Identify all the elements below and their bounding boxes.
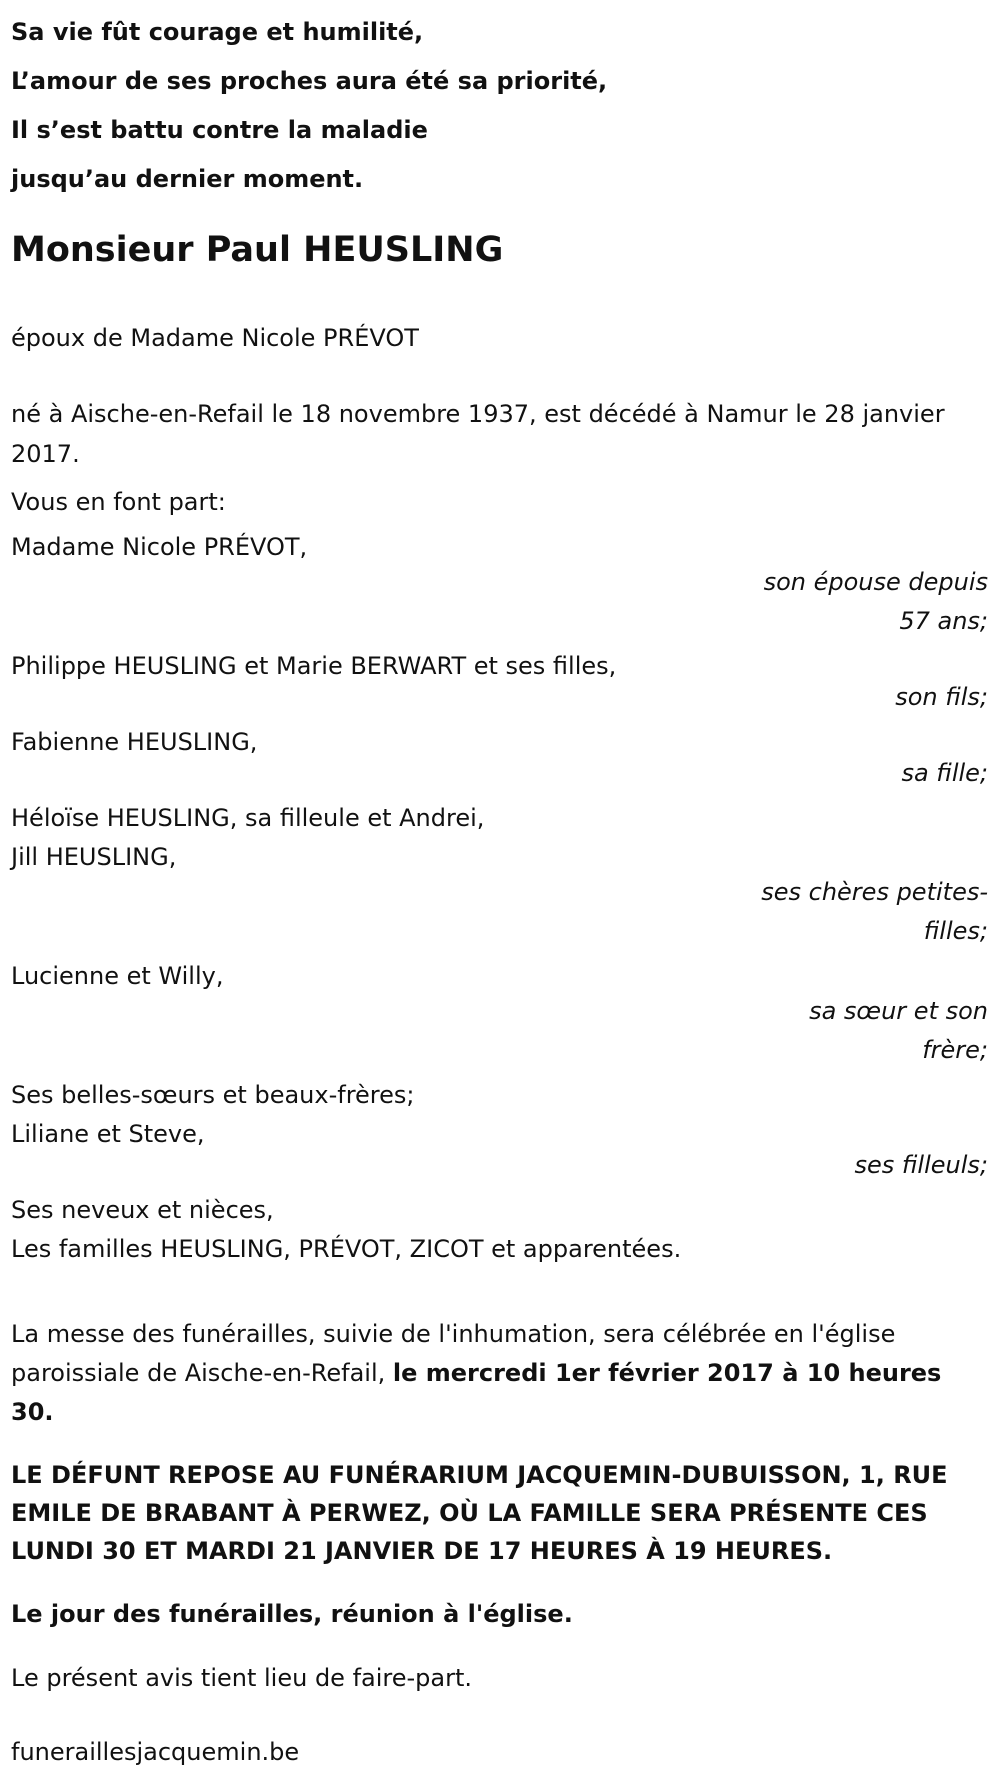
- family-entry: [11, 957, 988, 1070]
- funeral-mass-date: le mercredi 1er février 2017 à 10 heures 30.: [11, 1359, 942, 1426]
- family-member: Liliane et Steve,: [11, 1120, 205, 1148]
- family-relation: ses filleuls;: [854, 1151, 988, 1179]
- rest-notice: LE DÉFUNT REPOSE AU FUNÉRARIUM JACQUEMIN-DUBUISSON, 1, RUE EMILE DE BRABANT À PERWEZ, OÙ LA FAMILLE SERA PRÉSENTE CES LUNDI 30 ET MARDI 21 JANVIER DE 17 HEURES À 19 HEURES.: [11, 1461, 948, 1565]
- family-entry: [11, 723, 988, 793]
- family-member: Héloïse HEUSLING, sa filleule et Andrei,: [11, 804, 485, 832]
- poem-line: Il s’est battu contre la maladie: [11, 116, 428, 144]
- poem: [11, 0, 988, 204]
- family-member: Ses belles-sœurs et beaux-frères;: [11, 1081, 415, 1109]
- family-member: Fabienne HEUSLING,: [11, 728, 258, 756]
- family-relation: son épouse depuis 57 ans;: [763, 568, 988, 635]
- family-entry: [11, 1191, 988, 1269]
- family-member: Madame Nicole PRÉVOT,: [11, 533, 308, 561]
- spouse-line: époux de Madame Nicole PRÉVOT: [11, 324, 419, 352]
- family-entry: [11, 799, 988, 951]
- family-relation: sa fille;: [901, 759, 988, 787]
- announce-line: Vous en font part:: [11, 488, 226, 516]
- family-entry: [11, 647, 988, 717]
- family-member: Philippe HEUSLING et Marie BERWART et ses filles,: [11, 652, 617, 680]
- deceased-name: Monsieur Paul HEUSLING: [11, 230, 504, 270]
- poem-line: jusqu’au dernier moment.: [11, 165, 364, 193]
- funeral-mass-text: La messe des funérailles, suivie de l'inhumation, sera célébrée en l'église paroissiale de Aische-en-Refail,: [11, 1320, 896, 1387]
- birth-death-line: né à Aische-en-Refail le 18 novembre 1937, est décédé à Namur le 28 janvier 2017.: [11, 400, 945, 468]
- family-member: Lucienne et Willy,: [11, 962, 224, 990]
- poem-line: L’amour de ses proches aura été sa priorité,: [11, 67, 608, 95]
- family-member: Les familles HEUSLING, PRÉVOT, ZICOT et apparentées.: [11, 1235, 682, 1263]
- family-list: [11, 528, 988, 1269]
- poem-line: Sa vie fût courage et humilité,: [11, 18, 424, 46]
- funeral-mass-paragraph: [11, 1315, 988, 1432]
- family-entry: [11, 1076, 988, 1185]
- family-relation: ses chères petites-filles;: [761, 878, 988, 945]
- family-member: Ses neveux et nièces,: [11, 1196, 274, 1224]
- family-relation: sa sœur et son frère;: [809, 997, 988, 1064]
- notice-line: Le présent avis tient lieu de faire-part.: [11, 1664, 473, 1692]
- reunion-line: Le jour des funérailles, réunion à l'église.: [11, 1600, 573, 1628]
- family-relation: son fils;: [895, 683, 988, 711]
- family-member: Jill HEUSLING,: [11, 843, 177, 871]
- family-entry: [11, 528, 988, 641]
- website-link[interactable]: funeraillesjacquemin.be: [11, 1738, 300, 1766]
